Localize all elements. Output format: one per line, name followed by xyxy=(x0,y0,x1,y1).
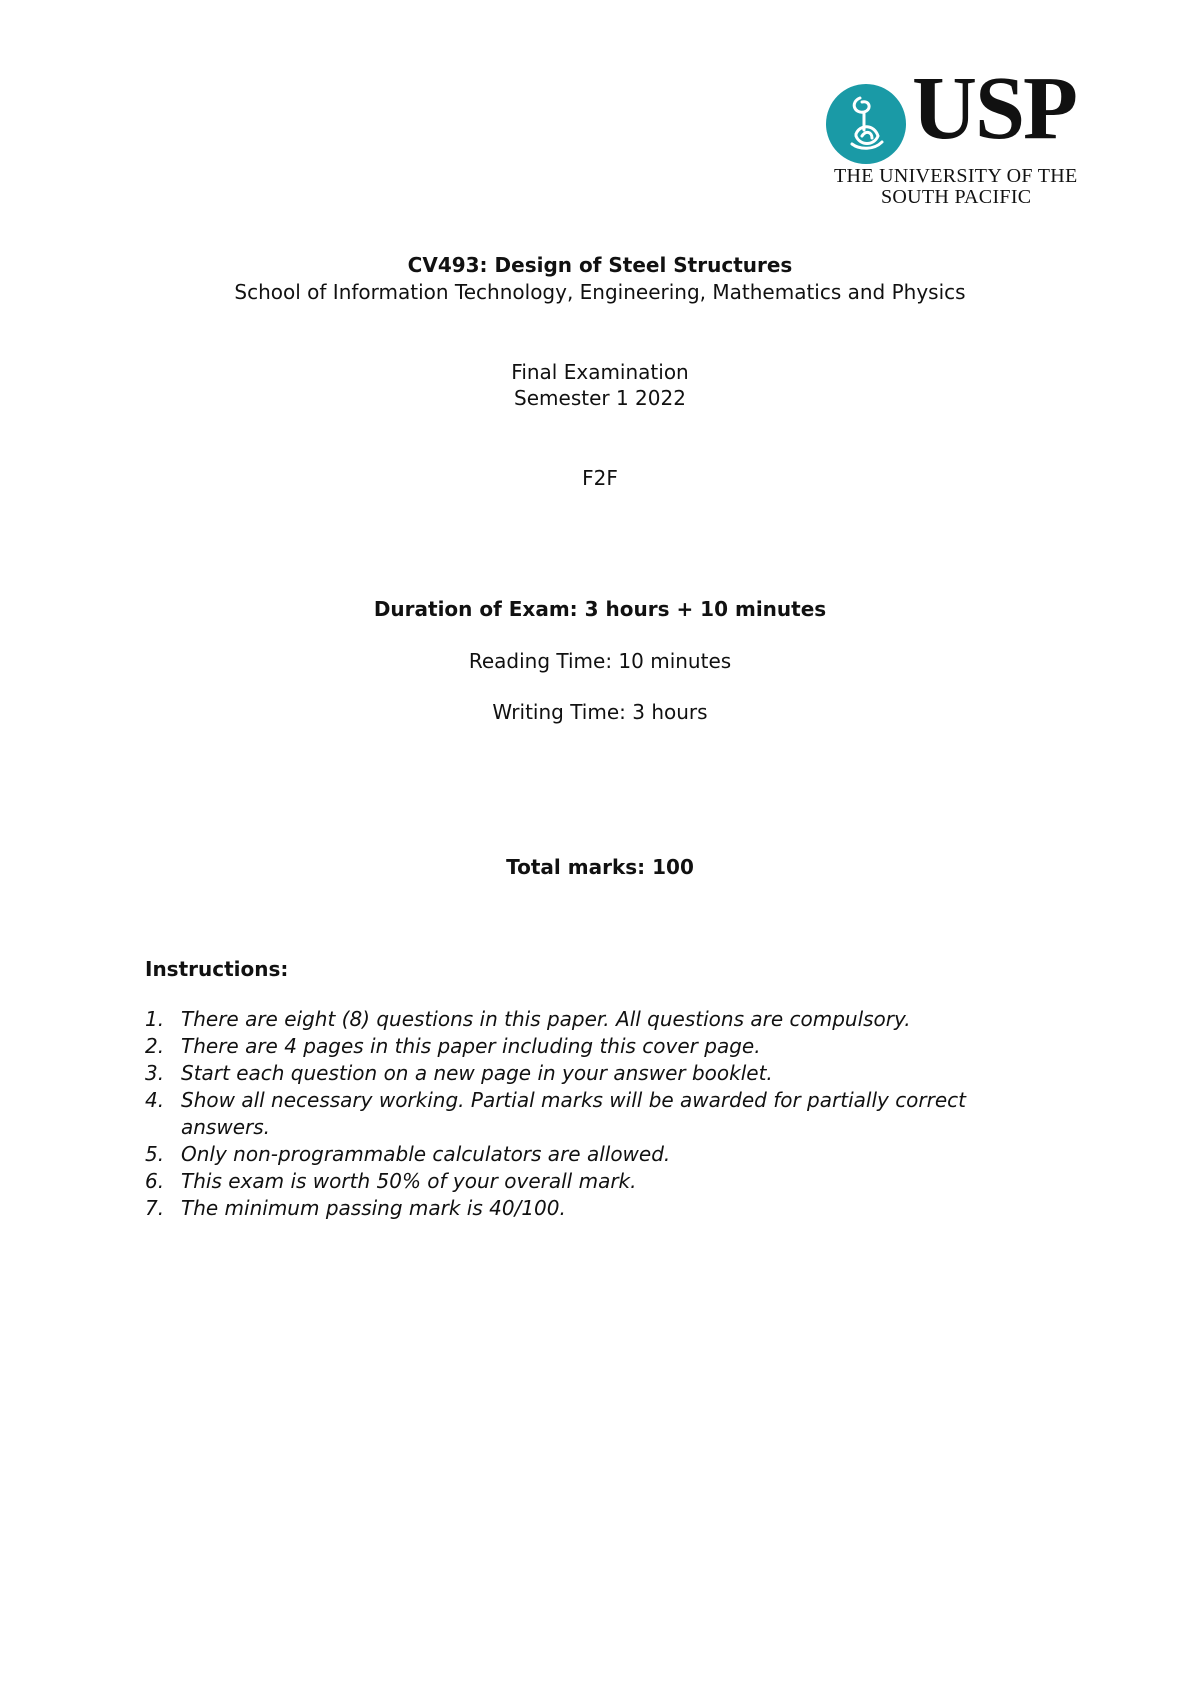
list-item xyxy=(145,1141,1045,1168)
logo-letters: USP xyxy=(912,59,1077,158)
usp-emblem-icon xyxy=(826,84,906,164)
list-item xyxy=(145,1033,1045,1060)
total-marks: Total marks: 100 xyxy=(506,855,694,879)
list-item-number: 2. xyxy=(145,1034,165,1058)
reading-time: Reading Time: 10 minutes xyxy=(468,649,732,673)
logo-region-line: SOUTH PACIFIC xyxy=(881,186,1032,208)
logo-university-line: THE UNIVERSITY OF THE xyxy=(834,165,1078,187)
usp-logo xyxy=(826,59,1112,210)
list-item-number: 7. xyxy=(145,1196,165,1220)
list-item-text: There are 4 pages in this paper including this cover page. xyxy=(181,1034,761,1058)
list-item-number: 3. xyxy=(145,1061,165,1085)
list-item-number: 4. xyxy=(145,1088,165,1112)
exam-duration: Duration of Exam: 3 hours + 10 minutes xyxy=(373,597,827,621)
list-item xyxy=(145,1087,1045,1141)
list-item-number: 1. xyxy=(145,1007,165,1031)
list-item xyxy=(145,1168,1045,1195)
list-item xyxy=(145,1006,1045,1033)
instructions-heading: Instructions: xyxy=(145,957,289,981)
list-item-text: This exam is worth 50% of your overall mark. xyxy=(181,1169,637,1193)
list-item-text: There are eight (8) questions in this paper. All questions are compulsory. xyxy=(181,1007,911,1031)
exam-mode: F2F xyxy=(582,466,618,490)
list-item-number: 5. xyxy=(145,1142,165,1166)
school-name: School of Information Technology, Engineering, Mathematics and Physics xyxy=(234,280,966,304)
writing-time: Writing Time: 3 hours xyxy=(492,700,708,724)
list-item xyxy=(145,1060,1045,1087)
list-item xyxy=(145,1195,1045,1222)
exam-semester: Semester 1 2022 xyxy=(514,386,686,410)
instructions-list xyxy=(145,1006,1045,1222)
course-title: CV493: Design of Steel Structures xyxy=(407,253,793,277)
list-item-number: 6. xyxy=(145,1169,165,1193)
list-item-text: Show all necessary working. Partial marks will be awarded for partially correct answers. xyxy=(181,1088,967,1139)
list-item-text: Start each question on a new page in your answer booklet. xyxy=(181,1061,773,1085)
list-item-text: Only non-programmable calculators are allowed. xyxy=(181,1142,671,1166)
list-item-text: The minimum passing mark is 40/100. xyxy=(181,1196,566,1220)
exam-type: Final Examination xyxy=(511,360,689,384)
